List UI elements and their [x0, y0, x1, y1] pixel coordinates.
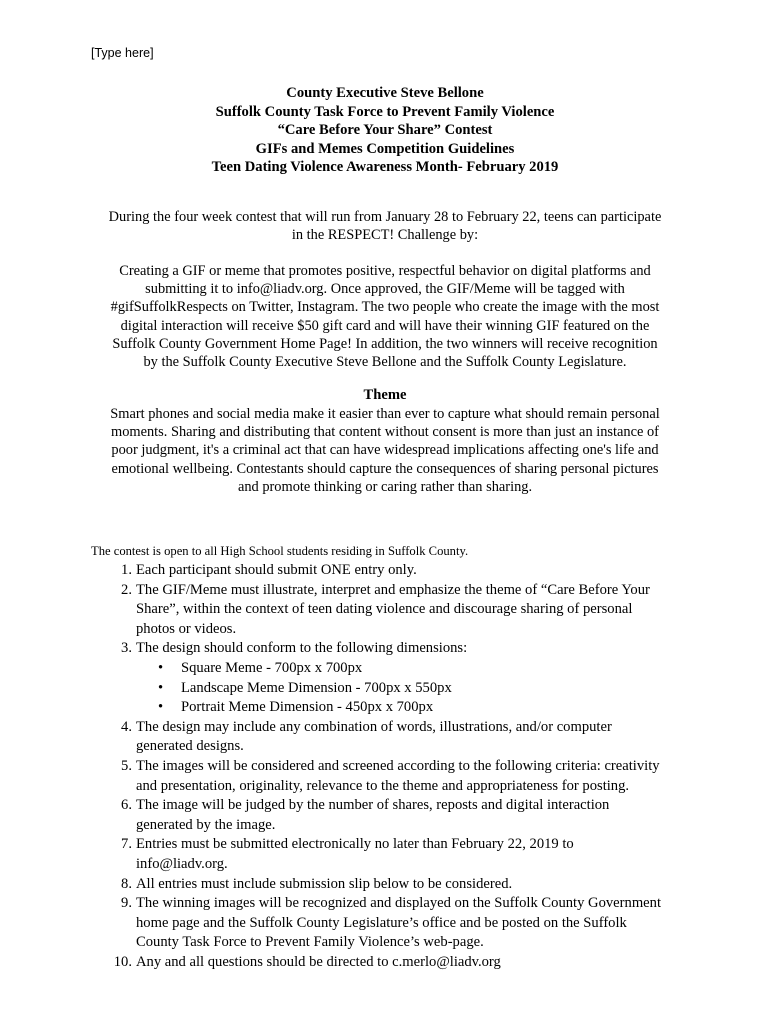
list-number: 2. [121, 581, 132, 598]
list-number: 9. [121, 895, 132, 912]
title-line: “Care Before Your Share” Contest [277, 122, 493, 139]
list-item-text: All entries must include submission slip below to be considered. [136, 875, 513, 892]
list-item-text: Share”, within the context of teen dating violence and discourage sharing of personal [136, 601, 633, 618]
list-item [0, 875, 770, 895]
document-title-block [0, 84, 770, 177]
list-item-text: info@liadv.org. [136, 855, 228, 872]
intro-paragraph [82, 208, 688, 244]
list-number: 7. [121, 836, 132, 853]
list-item-text: The GIF/Meme must illustrate, interpret and emphasize the theme of “Care Before Your [136, 581, 650, 598]
list-item [0, 561, 770, 581]
text-line: #gifSuffolkRespects on Twitter, Instagram. The two people who create the image with the most [110, 299, 660, 316]
list-item [0, 581, 770, 640]
bullet-item [0, 659, 770, 679]
list-item [0, 718, 770, 757]
list-number: 5. [121, 757, 132, 774]
text-line: Suffolk County Government Home Page! In addition, the two winners will receive recognition [112, 335, 658, 352]
title-line: Teen Dating Violence Awareness Month- February 2019 [211, 159, 559, 176]
text-line: poor judgment, it's a criminal act that can have widespread implications affecting one's life and [111, 442, 659, 459]
list-item [0, 835, 770, 874]
list-item [0, 953, 770, 973]
list-item-text: home page and the Suffolk County Legislature’s office and be posted on the Suffolk [136, 914, 627, 931]
text-line: and promote thinking or caring rather than sharing. [237, 478, 533, 495]
bullet-item [0, 698, 770, 718]
text-line: digital interaction will receive $50 gift card and will have their winning GIF featured on the [120, 317, 650, 334]
title-line: GIFs and Memes Competition Guidelines [255, 140, 515, 157]
list-number: 1. [121, 562, 132, 578]
title-line: Suffolk County Task Force to Prevent Family Violence [215, 103, 555, 120]
text-line: moments. Sharing and distributing that content without consent is more than just an instance of [111, 424, 659, 441]
bullet-text: Landscape Meme Dimension - 700px x 550px [181, 679, 452, 696]
list-item-text: The winning images will be recognized and displayed on the Suffolk County Government [136, 895, 661, 912]
list-item [0, 894, 770, 953]
list-number: 10. [113, 953, 132, 970]
text-line: submitting it to info@liadv.org. Once approved, the GIF/Meme will be tagged with [145, 281, 625, 298]
bullet-text: Portrait Meme Dimension - 450px x 700px [181, 699, 434, 716]
bullet-icon: • [158, 699, 164, 716]
list-number: 3. [121, 640, 132, 657]
list-number: 6. [121, 797, 132, 814]
bullet-item [0, 679, 770, 699]
list-item-text: Entries must be submitted electronically no later than February 22, 2019 to [136, 836, 574, 853]
list-item-text: The design may include any combination of words, illustrations, and/or computer [136, 718, 612, 735]
text-line: in the RESPECT! Challenge by: [291, 227, 479, 244]
list-item-text: The image will be judged by the number of shares, reposts and digital interaction [136, 797, 610, 814]
eligibility-note: The contest is open to all High School students residing in Suffolk County. [91, 544, 469, 558]
list-item-text: and presentation, originality, relevance to the theme and appropriateness for posting. [136, 777, 630, 794]
list-item-text: Any and all questions should be directed to c.merlo@liadv.org [136, 953, 501, 970]
text-line: Smart phones and social media make it easier than ever to capture what should remain personal [110, 406, 660, 422]
title-line: County Executive Steve Bellone [286, 85, 484, 101]
list-item [0, 639, 770, 659]
list-number: 4. [121, 718, 132, 735]
rules-list [0, 561, 770, 972]
bullet-text: Square Meme - 700px x 700px [181, 659, 363, 676]
list-item-text: The images will be considered and screened according to the following criteria: creativity [136, 757, 660, 774]
list-item-text: County Task Force to Prevent Family Violence’s web-page. [136, 934, 484, 951]
text-line: Creating a GIF or meme that promotes positive, respectful behavior on digital platforms and [119, 263, 651, 279]
theme-heading: Theme [363, 387, 407, 403]
bullet-icon: • [158, 679, 164, 696]
list-item-text: generated by the image. [136, 816, 276, 833]
text-line: During the four week contest that will run from January 28 to February 22, teens can participate [108, 209, 662, 225]
list-item-text: generated designs. [136, 738, 244, 755]
list-number: 8. [121, 875, 132, 892]
text-line: emotional wellbeing. Contestants should capture the consequences of sharing personal pictures [111, 460, 659, 477]
list-item [0, 757, 770, 796]
theme-paragraph [82, 405, 688, 496]
header-placeholder: [Type here] [91, 46, 154, 60]
list-item-text: Each participant should submit ONE entry only. [136, 562, 417, 578]
list-item-text: The design should conform to the following dimensions: [136, 640, 468, 657]
text-line: by the Suffolk County Executive Steve Bellone and the Suffolk County Legislature. [143, 354, 627, 371]
list-item-text: photos or videos. [136, 620, 237, 637]
list-item [0, 796, 770, 835]
creating-paragraph [82, 262, 688, 371]
bullet-icon: • [158, 659, 164, 676]
